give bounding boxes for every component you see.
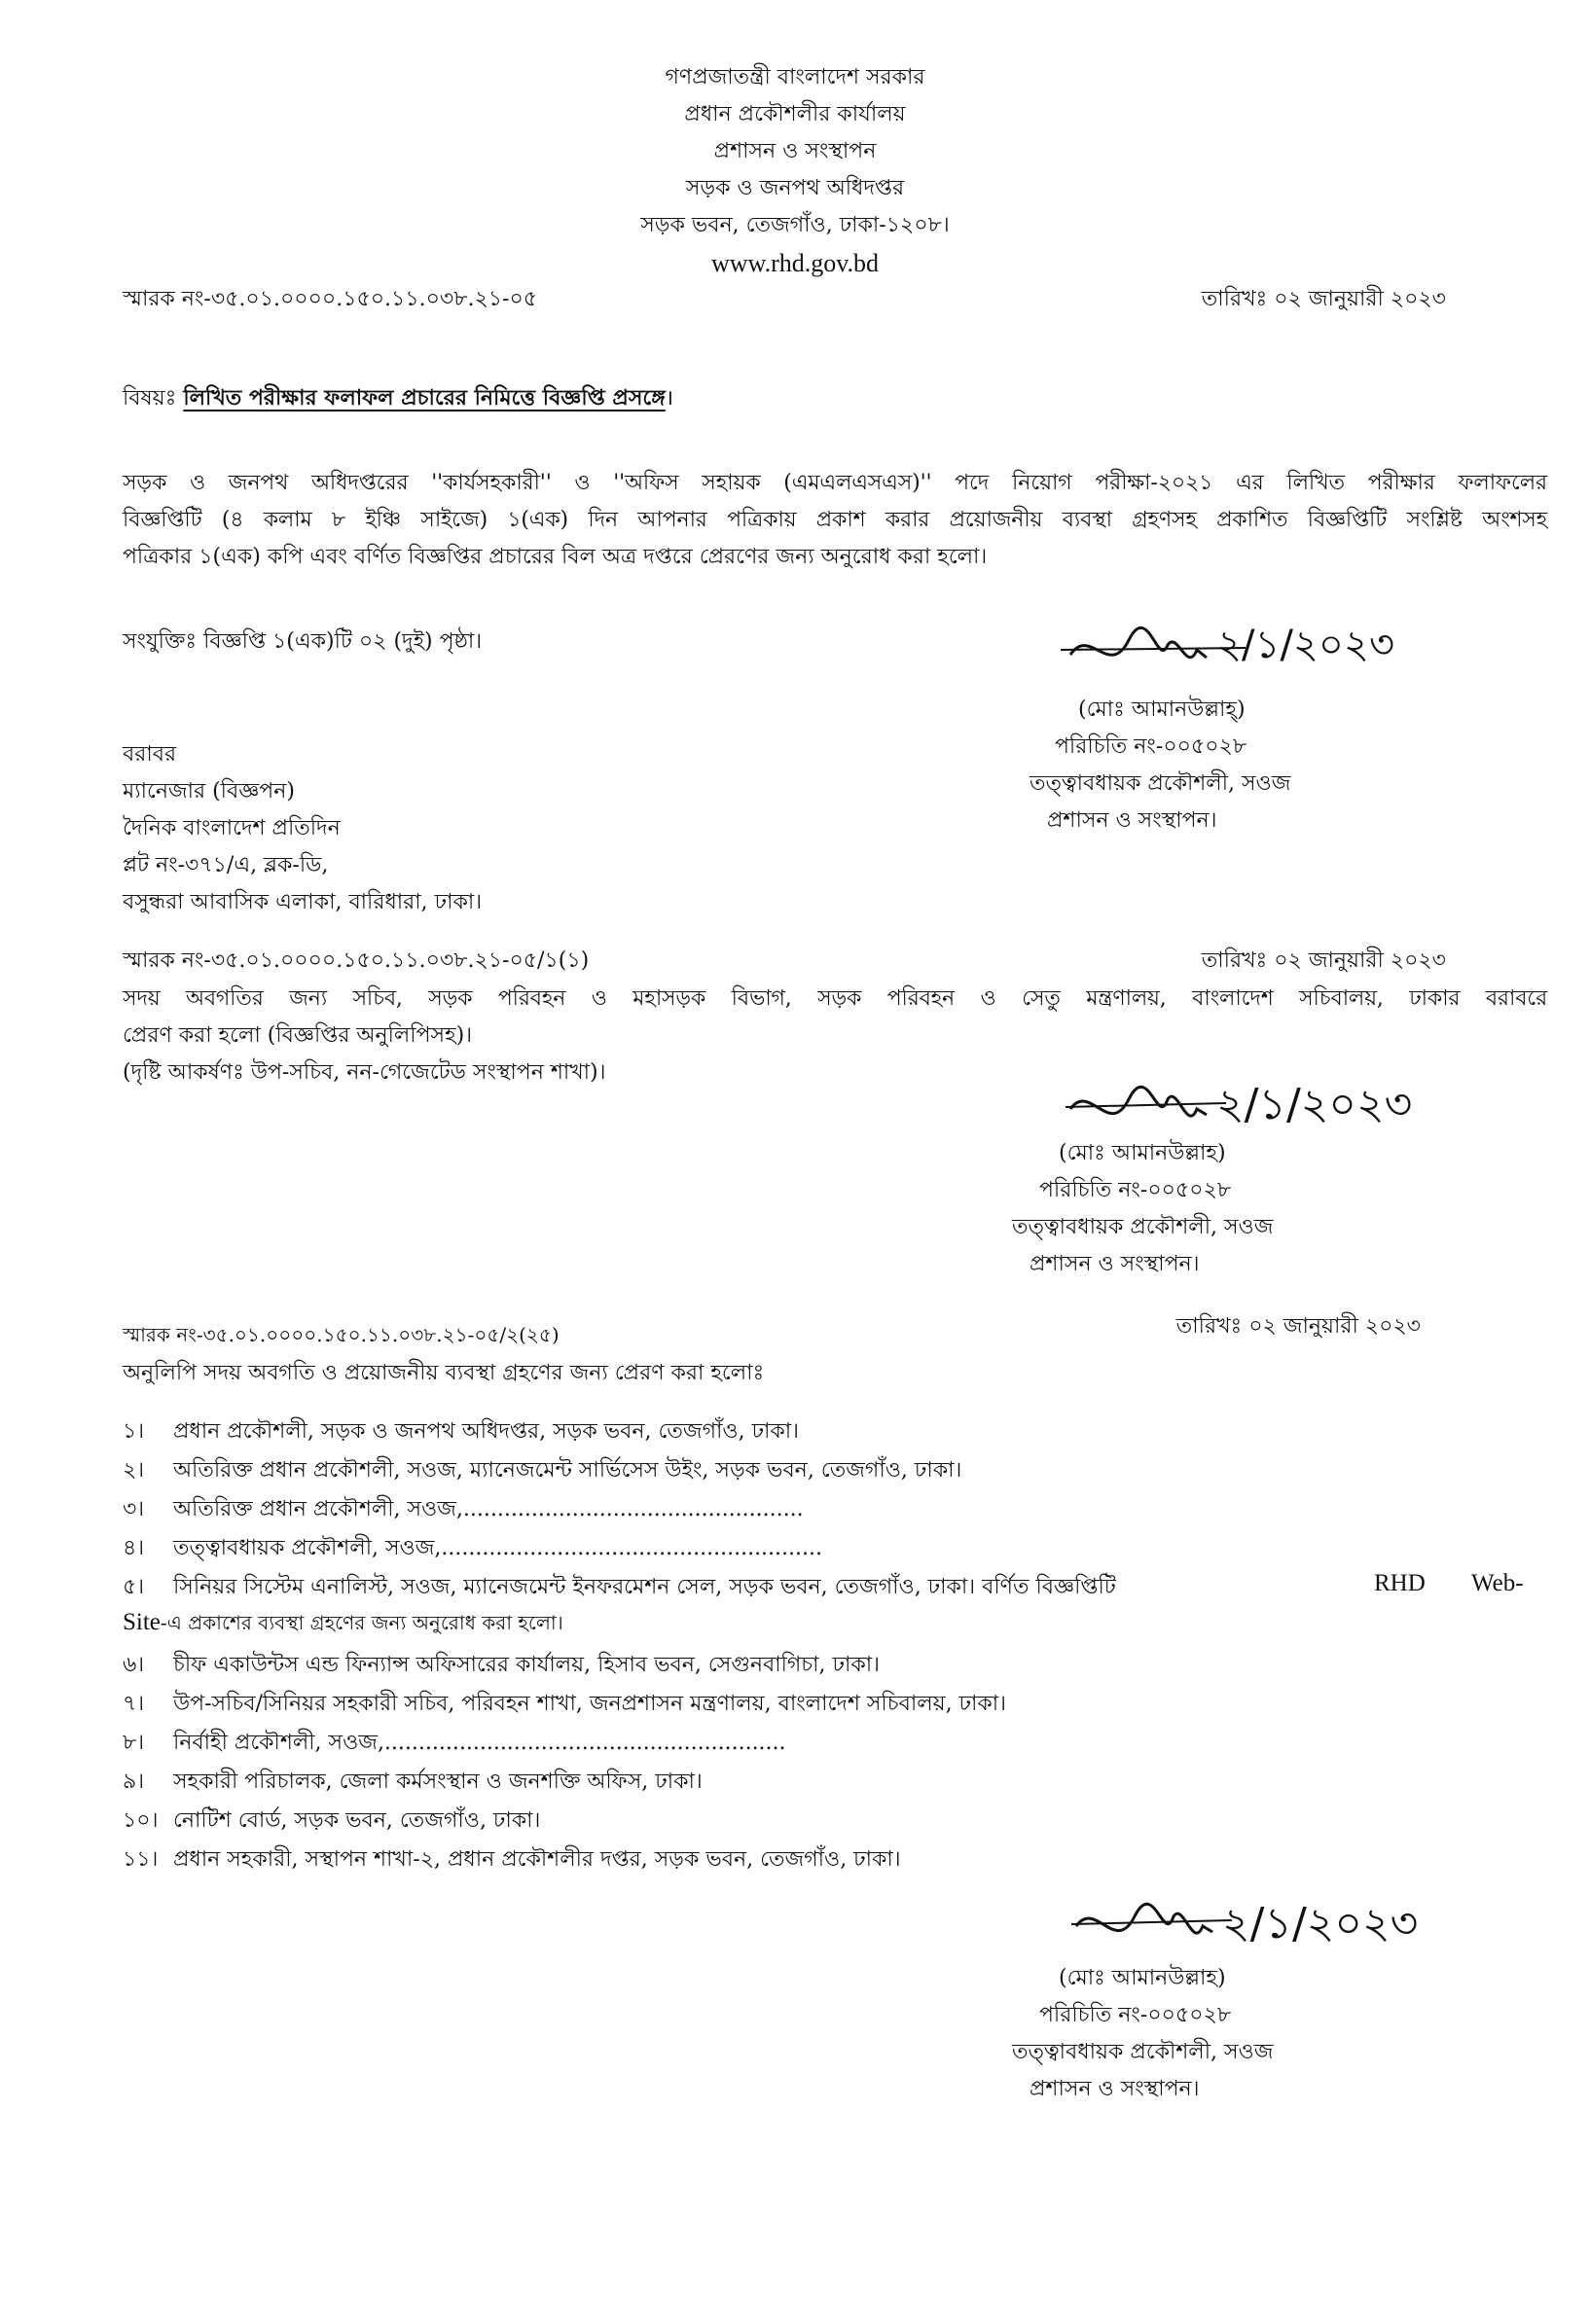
recipient-area: বসুন্ধরা আবাসিক এলাকা, বারিধারা, ঢাকা। [123,890,483,914]
website-link[interactable]: www.rhd.gov.bd [710,249,880,277]
memo3-intro: অনুলিপি সদয় অবগতি ও প্রয়োজনীয় ব্যবস্থা গ্রহণের জন্য প্রেরণ করা হলোঃ [123,1361,765,1385]
memo2-line: সদয় অবগতির জন্য সচিব, সড়ক পরিবহন ও মহাসড়ক বিভাগ, সড়ক পরিবহন ও সেতু মন্ত্রণালয়, বাংলাদেশ সচিবালয়, ঢাকার বরাবরে [123,986,1547,1011]
subject-label: বিষয়ঃ [123,386,177,411]
recipient-paper: দৈনিক বাংলাদেশ প্রতিদিন [123,816,341,840]
signatory-id: পরিচিতি নং-০০৫০২৮ [1055,734,1247,759]
memo2-ref-number: স্মারক নং-৩৫.০১.০০০০.১৫০.১১.০৩৮.২১-০৫/১(১) [123,948,590,973]
address-heading: সড়ক ভবন, তেজগাঁও, ঢাকা-১২০৮। [640,213,950,237]
signatory-office: প্রশাসন ও সংস্থাপন। [1047,808,1217,833]
recipient-to: বরাবর [123,742,177,767]
list-item: ৩। অতিরিক্ত প্রধান প্রকৌশলী, সওজ,.................................................. [123,1497,804,1521]
body-line: সড়ক ও জনপথ অধিদপ্তরের ''কার্যসহকারী'' ও ''অফিস সহায়ক (এমএলএসএস)'' পদে নিয়োগ পরীক্ষা-২০২১ এর লিখিত পরীক্ষার ফলাফলের [123,471,1547,495]
body-line: পত্রিকার ১(এক) কপি এবং বর্ণিত বিজ্ঞপ্তির প্রচারের বিল অত্র দপ্তরে প্রেরণের জন্য অনুরোধ করা হলো। [123,545,988,569]
memo-ref-number: স্মারক নং-৩৫.০১.০০০০.১৫০.১১.০৩৮.২১-০৫ [123,287,538,311]
department-heading: সড়ক ও জনপথ অধিদপ্তর [685,176,905,200]
list-item: ৬। চীফ একাউন্টস এন্ড ফিন্যান্স অফিসারের কার্যালয়, হিসাব ভবন, সেগুনবাগিচা, ঢাকা। [123,1653,881,1677]
signature-date-2: ২/১/২০২৩ [1216,1080,1413,1129]
signature-1 [1051,621,1460,689]
list-item: ৮। নির্বাহী প্রকৌশলী, সওজ,........................................................... [123,1731,786,1755]
signatory-designation-3: তত্ত্বাবধায়ক প্রকৌশলী, সওজ [1012,2040,1274,2064]
memo3-date: তারিখঃ ০২ জানুয়ারী ২০২৩ [1175,1314,1421,1339]
list-item: ২। অতিরিক্ত প্রধান প্রকৌশলী, সওজ, ম্যানেজমেন্ট সার্ভিসেস উইং, সড়ক ভবন, তেজগাঁও, ঢাকা। [123,1458,962,1483]
list-item: ১। প্রধান প্রকৌশলী, সড়ক ও জনপথ অধিদপ্তর, সড়ক ভবন, তেজগাঁও, ঢাকা। [123,1419,800,1444]
signatory-id-2: পরিচিতি নং-০০৫০২৮ [1039,1178,1232,1202]
list-item: ৪। তত্ত্বাবধায়ক প্রকৌশলী, সওজ,........................................................ [123,1536,822,1560]
signature-date-3: ২/১/২০২৩ [1222,1899,1419,1949]
signatory-id-3: পরিচিতি নং-০০৫০২৮ [1039,2003,1232,2027]
memo-date: তারিখঃ ০২ জানুয়ারী ২০২৩ [1201,287,1446,311]
office-heading: প্রধান প্রকৌশলীর কার্যালয় [684,102,906,126]
recipient-plot: প্লট নং-৩৭১/এ, ব্লক-ডি, [123,853,329,877]
item5-web: Web- [1471,1570,1524,1596]
signatory-office-3: প্রশাসন ও সংস্থাপন। [1030,2077,1200,2101]
list-item: ১০। নোটিশ বোর্ড, সড়ক ভবন, তেজগাঁও, ঢাকা। [123,1808,541,1833]
signature-3 [1066,1887,1495,1965]
body-line: বিজ্ঞপ্তিটি (৪ কলাম ৮ ইঞ্চি সাইজে) ১(এক) দিন আপনার পত্রিকায় প্রকাশ করার প্রয়োজনীয় ব্যবস্থা গ্রহণসহ প্রকাশিত বিজ্ঞপ্তিটি সংশ্লিষ্ট অংশসহ [123,508,1547,532]
signatory-designation-2: তত্ত্বাবধায়ক প্রকৌশলী, সওজ [1012,1215,1274,1239]
subject-end: । [665,386,674,411]
list-item-continuation: Site-এ প্রকাশের ব্যবস্থা গ্রহণের জন্য অনুরোধ করা হলো। [123,1609,563,1635]
signatory-designation: তত্ত্বাবধায়ক প্রকৌশলী, সওজ [1030,771,1291,796]
distribution-list [123,1414,1553,1881]
recipient-title: ম্যানেজার (বিজ্ঞপন) [123,779,295,804]
body-paragraph [123,465,1547,576]
list-item: ৭। উপ-সচিব/সিনিয়র সহকারী সচিব, পরিবহন শাখা, জনপ্রশাসন মন্ত্রণালয়, বাংলাদেশ সচিবালয়, ঢাকা। [123,1692,1007,1716]
govt-heading: গণপ্রজাতন্ত্রী বাংলাদেশ সরকার [665,65,925,89]
memo2-line: (দৃষ্টি আকর্ষণঃ উপ-সচিব, নন-গেজেটেড সংস্থাপন শাখা)। [123,1060,606,1085]
list-item: ৯। সহকারী পরিচালক, জেলা কর্মসংস্থান ও জনশক্তি অফিস, ঢাকা। [123,1770,703,1794]
memo2-line: প্রেরণ করা হলো (বিজ্ঞপ্তির অনুলিপিসহ)। [123,1023,473,1048]
section-heading: প্রশাসন ও সংস্থাপন [713,139,877,163]
subject-text: লিখিত পরীক্ষার ফলাফল প্রচারের নিমিত্তে বিজ্ঞপ্তি প্রসঙ্গে [183,385,666,411]
memo2-date: তারিখঃ ০২ জানুয়ারী ২০২৩ [1201,948,1446,973]
signatory-office-2: প্রশাসন ও সংস্থাপন। [1030,1252,1200,1276]
signatory-name-2: (মোঃ আমানউল্লাহ) [1059,1141,1226,1165]
memo3-ref-number: স্মারক নং-৩৫.০১.০০০০.১৫০.১১.০৩৮.২১-০৫/২(২৫) [123,1323,560,1346]
list-item: ১১। প্রধান সহকারী, সস্থাপন শাখা-২, প্রধান প্রকৌশলীর দপ্তর, সড়ক ভবন, তেজগাঁও, ঢাকা। [123,1847,901,1872]
item5-rhd: RHD [1374,1570,1426,1596]
attachment-note: সংযুক্তিঃ বিজ্ঞপ্তি ১(এক)টি ০২ (দুই) পৃষ্ঠা। [123,629,483,654]
subject-line [123,381,673,417]
list-item: ৫। সিনিয়র সিস্টেম এনালিস্ট, সওজ, ম্যানেজমেন্ট ইনফরমেশন সেল, সড়ক ভবন, তেজগাঁও, ঢাকা। বর্ণিত বিজ্ঞপ্তিটি RHD Web- [123,1570,1524,1599]
signatory-name-3: (মোঃ আমানউল্লাহ) [1059,1966,1226,1990]
signature-date-1: ২/১/২০২৩ [1216,623,1394,667]
signatory-name: (মোঃ আমানউল্লাহ্‌) [1078,697,1246,722]
